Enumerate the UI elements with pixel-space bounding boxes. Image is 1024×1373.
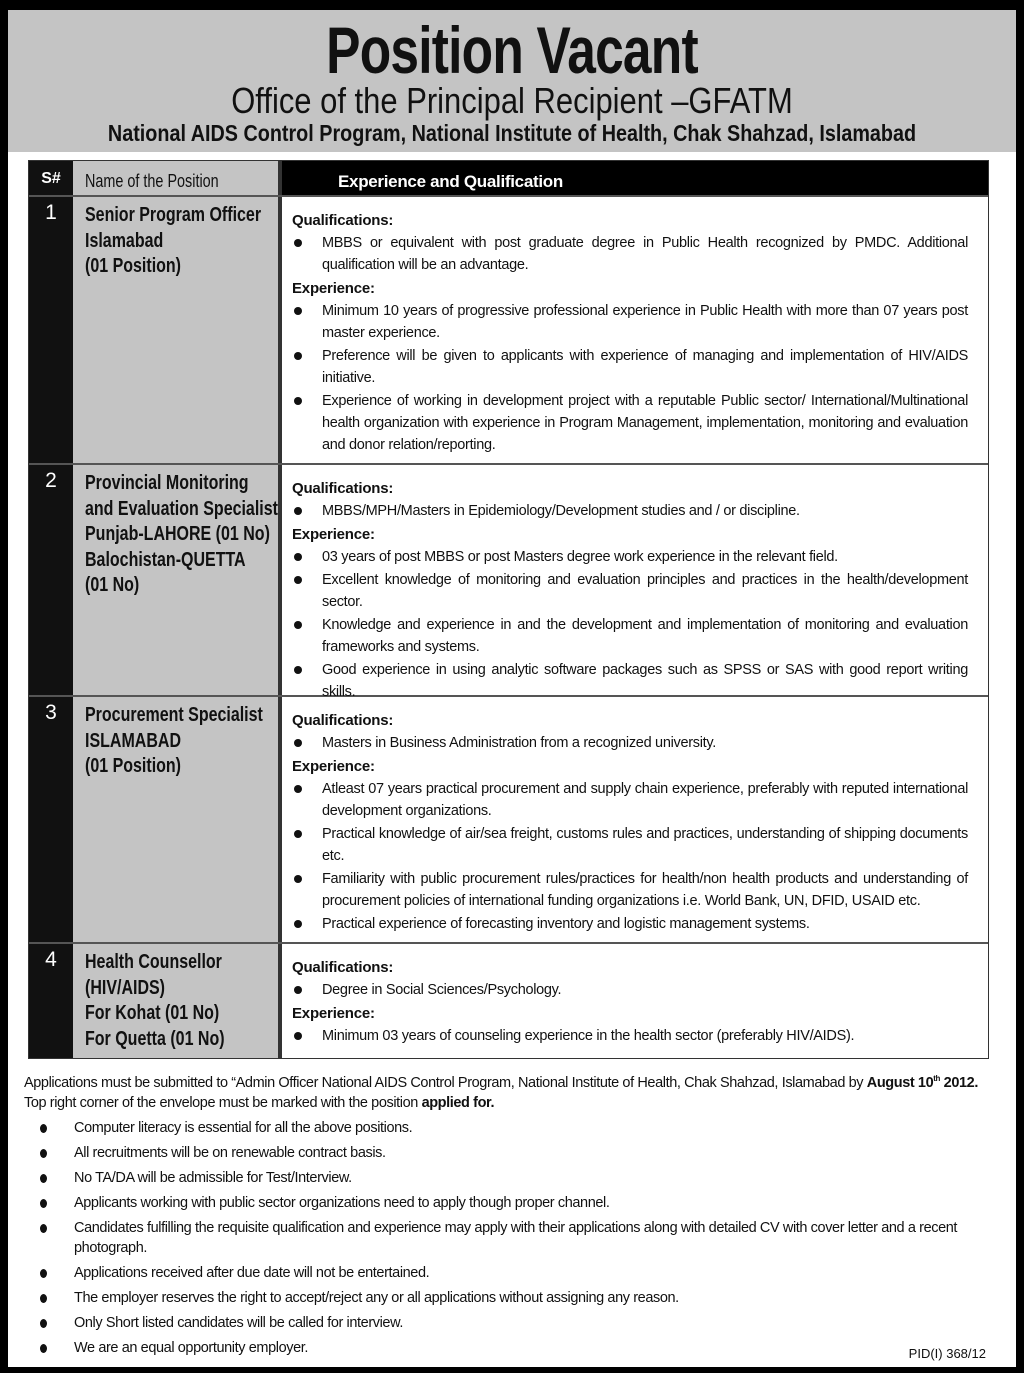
advertisement-page bbox=[8, 10, 1016, 1367]
experience-item: Minimum 10 years of progressive professional experience in Public Health with more than 07 years post master experience. bbox=[292, 300, 968, 344]
qualification-item: Degree in Social Sciences/Psychology. bbox=[292, 979, 968, 1001]
position-name-line: (01 Position) bbox=[85, 255, 182, 277]
instructions-bold: applied for. bbox=[421, 1094, 495, 1111]
table-row bbox=[29, 944, 988, 1058]
position-name bbox=[73, 197, 282, 463]
position-details bbox=[282, 944, 988, 1058]
position-name-line: Senior Program Officer bbox=[85, 204, 262, 226]
note-item: Candidates fulfilling the requisite qualification and experience may apply with their applications along with detailed CV with cover letter and a recent photograph. bbox=[24, 1218, 994, 1258]
position-name bbox=[73, 465, 282, 695]
header-position-name bbox=[73, 161, 282, 195]
row-number: 1 bbox=[29, 197, 73, 463]
experience-item: Good experience in using analytic software packages such as SPSS or SAS with good report writing skills. bbox=[292, 659, 968, 703]
deadline-suffix: th bbox=[933, 1074, 941, 1083]
reference-number: PID(I) 368/12 bbox=[908, 1346, 986, 1361]
instructions-text-2: Top right corner of the envelope must be marked with the position bbox=[24, 1094, 422, 1111]
table-row bbox=[29, 197, 988, 465]
qualifications-label: Qualifications: bbox=[292, 712, 394, 729]
experience-label: Experience: bbox=[292, 1005, 375, 1022]
qualification-item: MBBS/MPH/Masters in Epidemiology/Development studies and / or discipline. bbox=[292, 500, 968, 522]
position-name bbox=[73, 944, 282, 1058]
note-item: Applicants working with public sector organizations need to apply though proper channel. bbox=[24, 1193, 994, 1213]
experience-label: Experience: bbox=[292, 526, 375, 543]
header-banner bbox=[8, 10, 1016, 152]
page-title: Position Vacant bbox=[326, 13, 698, 87]
header-position-name-text: Name of the Position bbox=[85, 171, 219, 191]
position-name-line: ISLAMABAD bbox=[85, 729, 181, 752]
note-item: Computer literacy is essential for all the above positions. bbox=[24, 1118, 994, 1138]
note-item: All recruitments will be on renewable contract basis. bbox=[24, 1143, 994, 1163]
position-name-line: (01 No) bbox=[85, 574, 140, 596]
position-name-line: (01 Position) bbox=[85, 755, 182, 777]
qualifications-label: Qualifications: bbox=[292, 959, 394, 976]
experience-item: Experience of working in development project with a reputable Public sector/ International/Multinational health organization with experience in Program Management, implementation, monitoring and evaluation and donor relation/reporting. bbox=[292, 390, 968, 456]
table-header-row bbox=[29, 161, 988, 197]
position-name-line: Procurement Specialist bbox=[85, 704, 263, 726]
table-row bbox=[29, 697, 988, 944]
experience-item: Minimum 03 years of counseling experience in the health sector (preferably HIV/AIDS). bbox=[292, 1025, 968, 1047]
instructions-text: Applications must be submitted to “Admin Officer National AIDS Control Program, National Institute of Health, Chak Shahzad, Islamabad by bbox=[24, 1074, 867, 1091]
experience-item: Practical knowledge of air/sea freight, customs rules and practices, understanding of shipping documents etc. bbox=[292, 823, 968, 867]
experience-item: Practical experience of forecasting inventory and logistic management systems. bbox=[292, 913, 968, 935]
header-sn: S# bbox=[29, 161, 73, 195]
application-instructions bbox=[24, 1069, 994, 1113]
position-details bbox=[282, 465, 988, 700]
experience-item: 03 years of post MBBS or post Masters degree work experience in the relevant field. bbox=[292, 546, 968, 568]
qualifications-label: Qualifications: bbox=[292, 480, 394, 497]
experience-item: Knowledge and experience in and the development and implementation of monitoring and evaluation frameworks and systems. bbox=[292, 614, 968, 658]
position-name bbox=[73, 697, 282, 942]
note-item: Applications received after due date will not be entertained. bbox=[24, 1263, 994, 1283]
header-experience: Experience and Qualification bbox=[282, 161, 988, 195]
note-item: No TA/DA will be admissible for Test/Interview. bbox=[24, 1168, 994, 1188]
experience-item: Atleast 07 years practical procurement and supply chain experience, preferably with reputed international development organizations. bbox=[292, 778, 968, 822]
qualifications-label: Qualifications: bbox=[292, 212, 394, 229]
table-row bbox=[29, 465, 988, 700]
experience-label: Experience: bbox=[292, 280, 375, 297]
position-name-line: (HIV/AIDS) bbox=[85, 976, 165, 999]
positions-table bbox=[28, 160, 989, 1059]
position-name-line: Provincial Monitoring bbox=[85, 472, 249, 494]
experience-item: Preference will be given to applicants with experience of managing and implementation of HIV/AIDS initiative. bbox=[292, 345, 968, 389]
note-item: Only Short listed candidates will be called for interview. bbox=[24, 1313, 994, 1333]
position-name-line: and Evaluation Specialist bbox=[85, 497, 278, 520]
row-number: 2 bbox=[29, 465, 73, 695]
position-details bbox=[282, 197, 988, 463]
position-name-line: For Quetta (01 No) bbox=[85, 1027, 225, 1050]
position-name-line: Islamabad bbox=[85, 229, 164, 252]
note-item: We are an equal opportunity employer. bbox=[24, 1338, 994, 1358]
row-number: 4 bbox=[29, 944, 73, 1058]
position-name-line: Health Counsellor bbox=[85, 951, 222, 973]
footer-instructions bbox=[24, 1069, 994, 1358]
experience-label: Experience: bbox=[292, 758, 375, 775]
position-name-line: Balochistan-QUETTA bbox=[85, 548, 246, 571]
position-details bbox=[282, 697, 988, 942]
office-subtitle: Office of the Principal Recipient –GFATM bbox=[231, 80, 793, 121]
position-name-line: Punjab-LAHORE (01 No) bbox=[85, 523, 270, 545]
experience-item: Familiarity with public procurement rules/practices for health/non health products and understanding of procurement policies of international funding organizations i.e. World Bank, UN, DFID, USAID etc. bbox=[292, 868, 968, 912]
organization-line: National AIDS Control Program, National Institute of Health, Chak Shahzad, Islamabad bbox=[107, 120, 917, 146]
row-number: 3 bbox=[29, 697, 73, 942]
position-name-line: For Kohat (01 No) bbox=[85, 1002, 220, 1024]
note-item: The employer reserves the right to accept/reject any or all applications without assigning any reason. bbox=[24, 1288, 994, 1308]
qualification-item: MBBS or equivalent with post graduate degree in Public Health recognized by PMDC. Additional qualification will be an advantage. bbox=[292, 232, 968, 276]
qualification-item: Masters in Business Administration from a recognized university. bbox=[292, 732, 968, 754]
notes-list bbox=[24, 1118, 994, 1358]
deadline-year: 2012. bbox=[943, 1074, 978, 1091]
deadline-date: August 10 bbox=[866, 1074, 934, 1091]
experience-item: Excellent knowledge of monitoring and evaluation principles and practices in the health/development sector. bbox=[292, 569, 968, 613]
